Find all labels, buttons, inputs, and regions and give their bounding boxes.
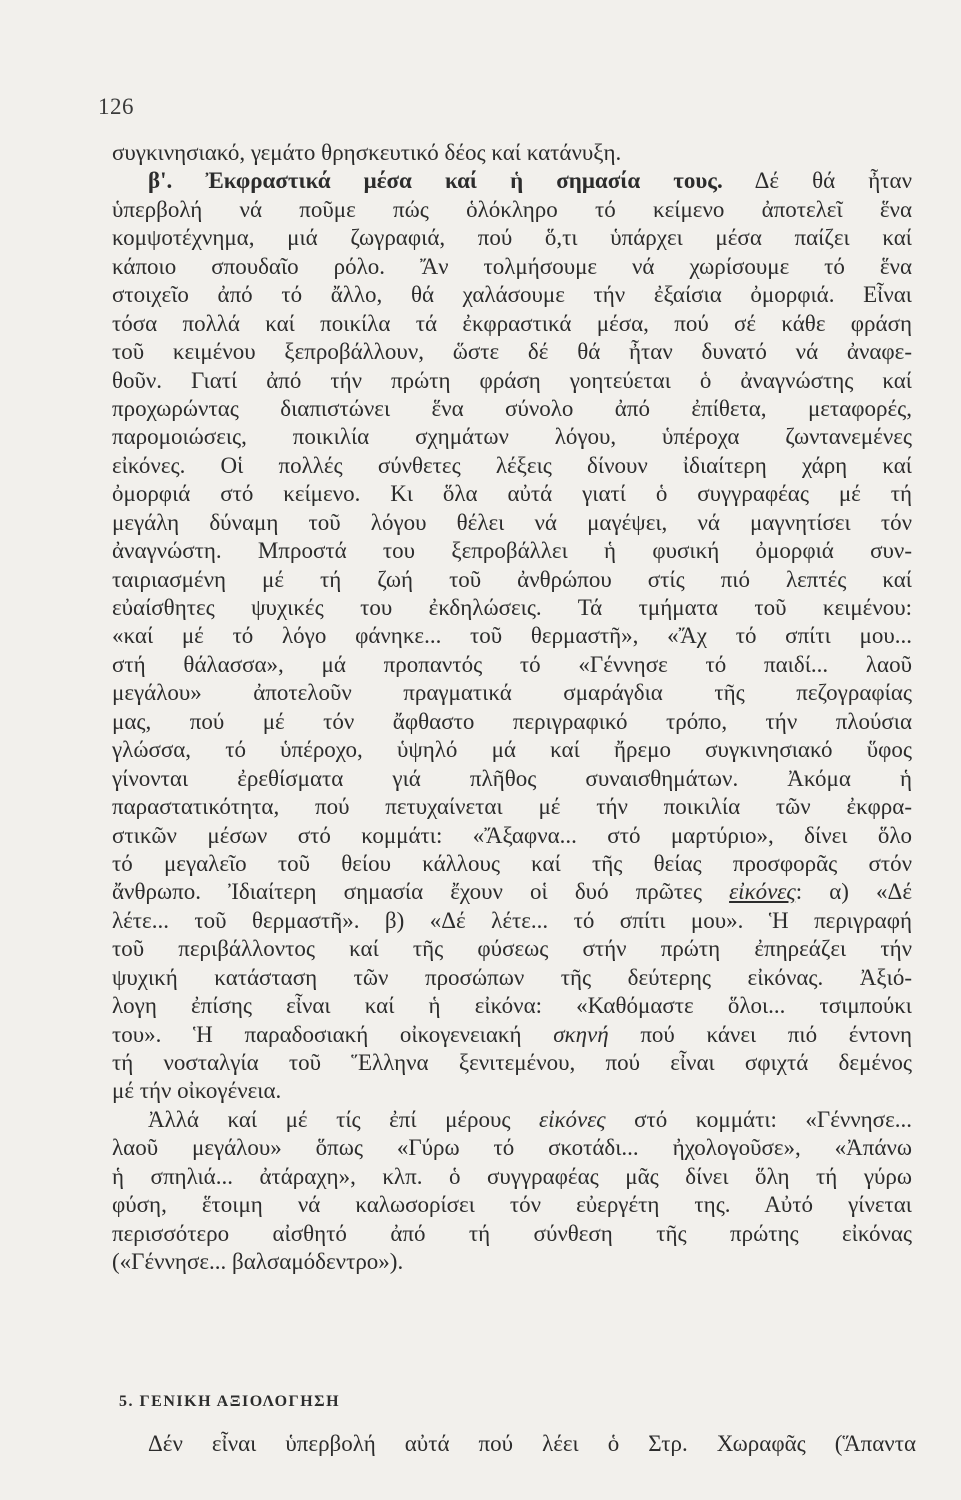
text-fragment: Δέ θά ἦταν <box>754 168 912 194</box>
paragraph-2-first-line <box>112 167 912 195</box>
text-fragment: : α) «Δέ <box>795 879 912 905</box>
text-line: ὑπερβολή νά ποῦμε πώς ὁλόκληρο τό κείμενο ἀποτελεῖ ἕνα <box>112 196 912 222</box>
text-line: γλώσσα, τό ὑπέροχο, ὑψηλό μά καί ἤρεμο συγκινησιακό ὕφος <box>112 737 912 763</box>
text-line: παρομοιώσεις, ποικιλία σχημάτων λόγου, ὑπέροχα ζωντανεμένες <box>112 424 912 450</box>
text-line: περισσότερο αἰσθητό ἀπό τή σύνθεση τῆς πρώτης εἰκόνας <box>112 1220 912 1246</box>
text-line: μεγάλου» ἀποτελοῦν πραγματικά σμαράγδια τῆς πεζογραφίας <box>112 680 912 706</box>
subsection-label: β'. <box>148 168 173 194</box>
text-line: θοῦν. Γιατί ἀπό τήν πρώτη φράση γοητεύεται ὁ ἀναγνώστης καί <box>112 367 912 393</box>
text-fragment: Ἀλλά καί μέ τίς ἐπί μέρους <box>148 1106 511 1132</box>
page-number: 126 <box>98 94 134 119</box>
text-line: παραστατικότητα, πού πετυχαίνεται μέ τήν ποικιλία τῶν ἐκφρα- <box>112 794 912 820</box>
text-line: ἡ σπηλιά... ἀτάραχη», κλπ. ὁ συγγραφέας μᾶς δίνει ὅλη τή γύρω <box>112 1163 912 1189</box>
text-line: μέ τήν οἰκογένεια. <box>112 1078 282 1104</box>
text-line-with-emphasis <box>112 878 912 906</box>
emphasis-word: εἰκόνες <box>539 1106 606 1132</box>
text-fragment: πού κάνει πιό έντονη <box>640 1021 913 1047</box>
text-line: τή νοσταλγία τοῦ Ἕλληνα ξενιτεμένου, πού εἶναι σφιχτά δεμένος <box>112 1050 912 1075</box>
text-line: γίνονται ἐρεθίσματα γιά πλῆθος συναισθημάτων. Ἀκόμα ἡ <box>112 765 912 791</box>
paragraph-1-line: συγκινησιακό, γεμάτο θρησκευτικό δέος καί κατάνυξη. <box>112 140 622 165</box>
text-line: τό μεγαλεῖο τοῦ θείου κάλλους καί τῆς θείας προσφορᾶς στόν <box>112 850 912 876</box>
text-line: τοῦ περιβάλλοντος καί τῆς φύσεως στήν πρώτη ἐπηρεάζει τήν <box>112 936 912 962</box>
text-line: ψυχική κατάσταση τῶν προσώπων τῆς δεύτερης εἰκόνας. Ἀξιό- <box>112 964 912 990</box>
text-fragment: στό κομμάτι: «Γέννησε... <box>634 1106 912 1132</box>
text-line: ὀμορφιά στό κείμενο. Κι ὅλα αὐτά γιατί ὁ συγγραφέας μέ τή <box>112 481 912 507</box>
subsection-heading: Ἐκφραστικά μέσα καί ἡ σημασία τους. <box>205 168 723 194</box>
text-line: («Γέννησε... βαλσαμόδεντρο»). <box>112 1249 404 1275</box>
text-line: «καί μέ τό λόγο φάνηκε... τοῦ θερμαστῆ», «Ἄχ τό σπίτι μου... <box>112 623 912 649</box>
text-line: εἰκόνες. Οἱ πολλές σύνθετες λέξεις δίνουν ἰδιαίτερη χάρη καί <box>112 452 912 478</box>
text-fragment: του». Ἡ παραδοσιακή οἰκογενειακή <box>112 1021 522 1047</box>
text-line: μεγάλη δύναμη τοῦ λόγου θέλει νά μαγέψει, νά μαγνητίσει τόν <box>112 509 912 535</box>
text-line: λέτε... τοῦ θερμαστῆ». β) «Δέ λέτε... τό σπίτι μου». Ἡ περιγραφή <box>112 907 912 933</box>
text-line: μας, πού μέ τόν ἄφθαστο περιγραφικό τρόπο, τήν πλούσια <box>112 708 912 734</box>
emphasis-word: εἰκόνες <box>729 879 796 905</box>
paragraph-3-first-line <box>112 1106 912 1134</box>
text-line: στή θάλασσα», μά προπαντός τό «Γέννησε τό παιδί... λαοῦ <box>112 651 912 677</box>
text-line: λογη ἐπίσης εἶναι καί ἡ εἰκόνα: «Καθόμαστε ὅλοι... τσιμπούκι <box>112 993 912 1019</box>
text-line: στικῶν μέσων στό κομμάτι: «Ἄξαφνα... στό μαρτύριο», δίνει ὅλο <box>112 822 912 848</box>
section-heading: 5. ΓΕΝΙΚΗ ΑΞΙΟΛΟΓΗΣΗ <box>119 1393 341 1410</box>
text-line-with-emphasis <box>112 1021 912 1049</box>
body-text <box>112 139 912 1277</box>
emphasis-word: σκηνή <box>553 1021 609 1047</box>
closing-text-line: Δέν εἶναι ὑπερβολή αὐτά πού λέει ὁ Στρ. Χωραφᾶς (Ἅπαντα <box>148 1431 916 1456</box>
text-line: τόσα πολλά καί ποικίλα τά ἐκφραστικά μέσα, πού σέ κάθε φράση <box>112 310 912 336</box>
text-line: εὐαίσθητες ψυχικές του ἐκδηλώσεις. Τά τμήματα τοῦ κειμένου: <box>112 595 912 620</box>
text-line: λαοῦ μεγάλου» ὅπως «Γύρω τό σκοτάδι... ἠχολογοῦσε», «Ἀπάνω <box>112 1135 912 1161</box>
text-line: προχωρώντας διαπιστώνει ἕνα σύνολο ἀπό ἐπίθετα, μεταφορές, <box>112 395 912 421</box>
text-fragment: ἄνθρωπο. Ἰδιαίτερη σημασία ἔχουν οἱ δυό πρῶτες <box>112 879 702 905</box>
text-line: κομψοτέχνημα, μιά ζωγραφιά, πού ὅ,τι ὑπάρχει μέσα παίζει καί <box>112 225 912 251</box>
text-line: φύση, ἕτοιμη νά καλωσορίσει τόν εὐεργέτη της. Αὐτό γίνεται <box>112 1192 912 1218</box>
text-line: ἀναγνώστη. Μπροστά του ξεπροβάλλει ἡ φυσική ὀμορφιά συν- <box>112 538 912 564</box>
text-line: τοῦ κειμένου ξεπροβάλλουν, ὥστε δέ θά ἦταν δυνατό νά ἀναφε- <box>112 339 912 365</box>
text-line: στοιχεῖο ἀπό τό ἄλλο, θά χαλάσουμε τήν ἐξαίσια ὀμορφιά. Εἶναι <box>112 282 912 308</box>
text-line: κάποιο σπουδαῖο ρόλο. Ἄν τολμήσουμε νά χωρίσουμε τό ἕνα <box>112 253 912 279</box>
text-line: ταιριασμένη μέ τή ζωή τοῦ ἀνθρώπου στίς πιό λεπτές καί <box>112 566 912 592</box>
